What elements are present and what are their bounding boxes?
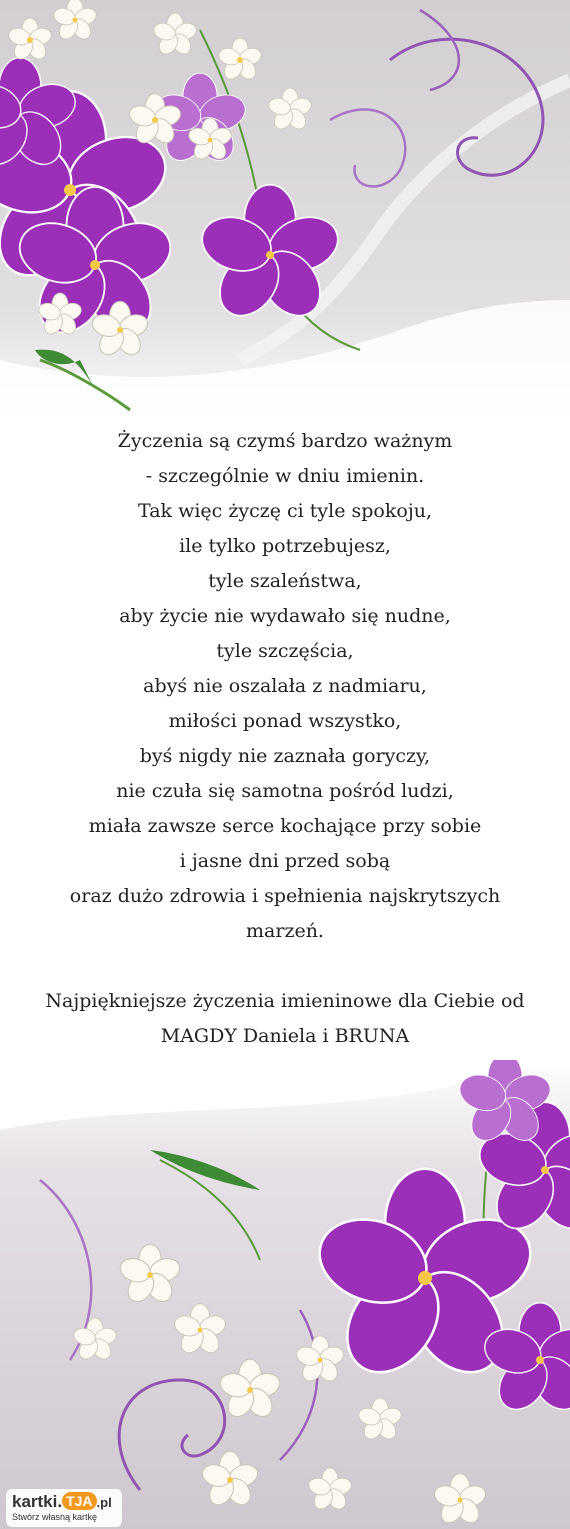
poem-line: oraz dużo zdrowia i spełnienia najskrytszych [69,885,501,907]
logo-tagline: Stwórz własną kartkę [12,1512,98,1522]
poem-line: Życzenia są czymś bardzo ważnym [117,430,453,452]
logo-wordmark: kartki. TJA .pl [12,1492,112,1511]
poem-line: ile tylko potrzebujesz, [179,535,391,557]
logo-badge: TJA [62,1492,96,1510]
poem-line: Tak więc życzę ci tyle spokoju, [138,500,432,522]
poem-line: tyle szaleństwa, [208,570,362,592]
dedication-line: Najpiękniejsze życzenia imieninowe dla Ciebie od [45,990,525,1012]
top-floral-decoration [0,0,570,440]
poem-line: abyś nie oszalała z nadmiaru, [143,675,427,697]
line-spacer [0,949,570,984]
signature: MAGDY Daniela i BRUNA [160,1025,410,1047]
poem-line: nie czuła się samotna pośród ludzi, [116,780,454,802]
poem-line: marzeń. [246,920,324,942]
poem-line: miała zawsze serce kochające przy sobie [88,815,482,837]
kartki-logo[interactable] [6,1489,122,1527]
poem-line: byś nigdy nie zaznała goryczy, [139,745,431,767]
bottom-floral-decoration [0,1060,570,1529]
poem-line: aby życie nie wydawało się nudne, [119,605,451,627]
poem-line: i jasne dni przed sobą [179,850,391,872]
poem-line: - szczególnie w dniu imienin. [145,465,425,487]
poem-line: tyle szczęścia, [216,640,354,662]
poem-line: miłości ponad wszystko, [168,710,402,732]
greeting-text [0,424,570,1054]
